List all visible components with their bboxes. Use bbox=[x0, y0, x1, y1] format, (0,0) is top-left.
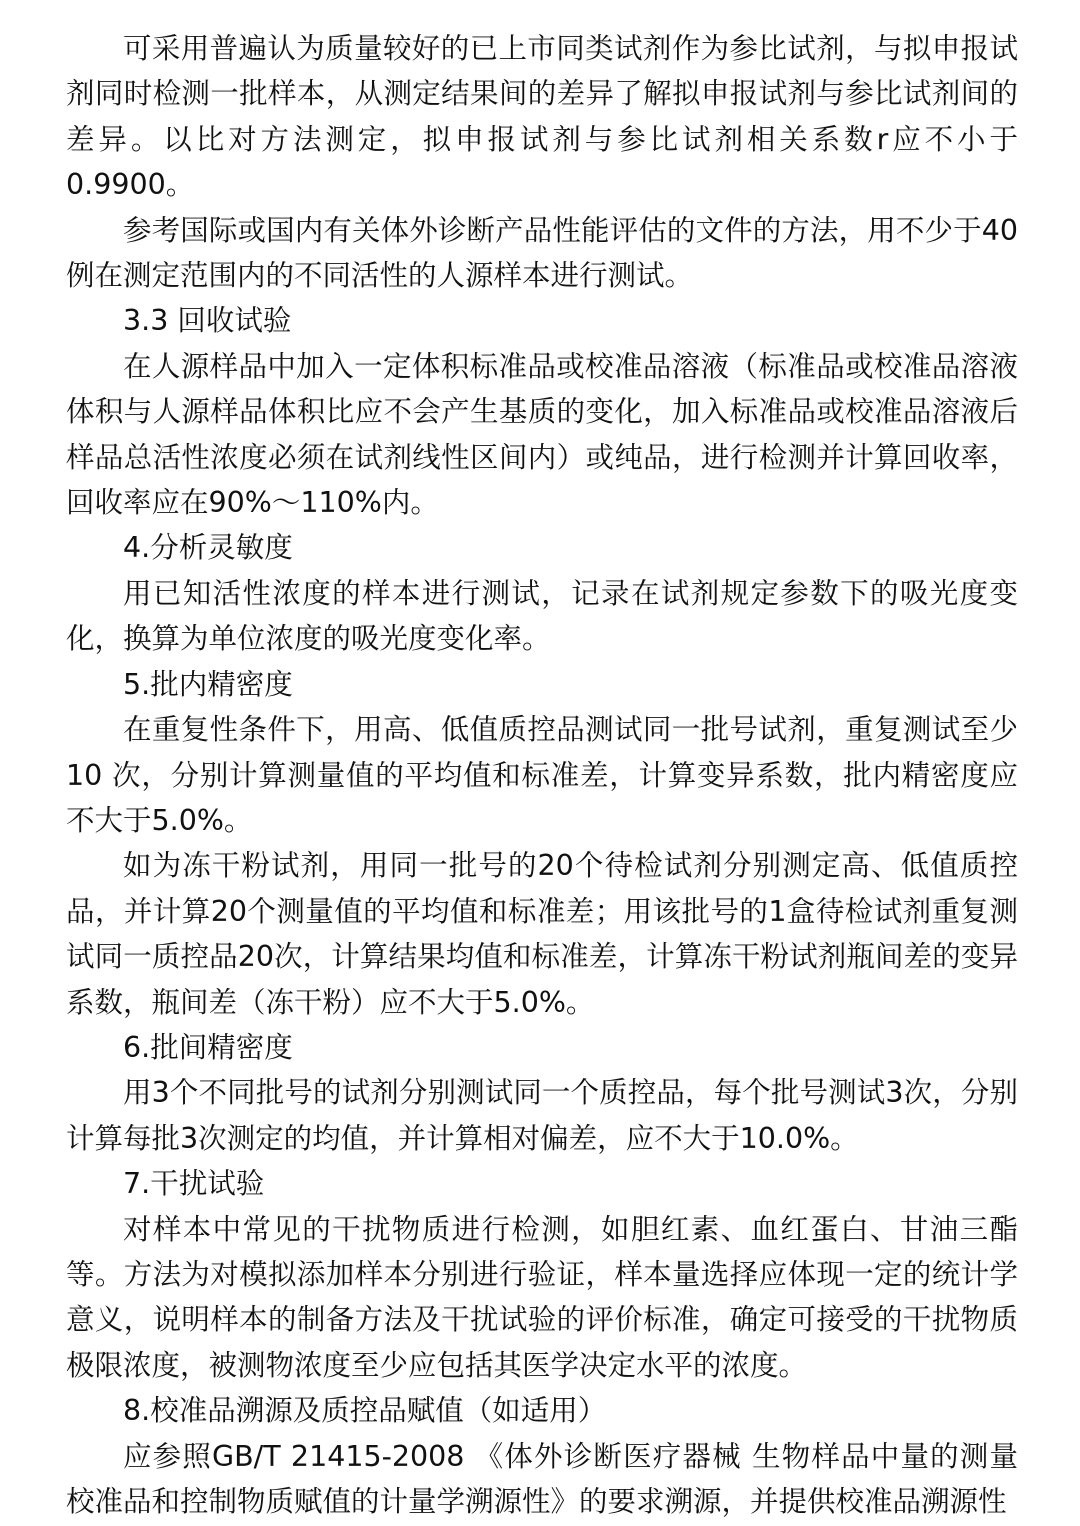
paragraph-between-batch-precision: 用3个不同批号的试剂分别测试同一个质控品，每个批号测试3次，分别计算每批3次测定的均值，并计算相对偏差，应不大于10.0%。 bbox=[66, 1076, 1018, 1155]
paragraph-calibrator-traceability: 应参照GB/T 21415-2008 《体外诊断医疗器械 生物样品中量的测量校准品和控制物质赋值的计量学溯源性》的要求溯源，并提供校准品溯源性 bbox=[66, 1439, 1018, 1518]
paragraph-analytical-sensitivity: 用已知活性浓度的样本进行测试，记录在试剂规定参数下的吸光度变化，换算为单位浓度的吸光度变化率。 bbox=[66, 576, 1018, 656]
heading-calibrator-traceability: 8.校准品溯源及质控品赋值（如适用） bbox=[123, 1394, 607, 1428]
paragraph-lyophilized-reagent: 如为冻干粉试剂，用同一批号的20个待检试剂分别测定高、低值质控品，并计算20个测量值的平均值和标准差；用该批号的1盒待检试剂重复测试同一质控品20次，计算结果均值和标准差，计算冻干粉试剂瓶间差的变异系数，瓶间差（冻干粉）应不大于5.0%。 bbox=[66, 849, 1018, 1019]
heading-recovery-test: 3.3 回收试验 bbox=[123, 304, 292, 338]
paragraph-sample-test: 参考国际或国内有关体外诊断产品性能评估的文件的方法，用不少于40例在测定范围内的不同活性的人源样本进行测试。 bbox=[66, 213, 1018, 293]
heading-within-run-precision: 5.批内精密度 bbox=[123, 667, 293, 701]
paragraph-recovery-test: 在人源样品中加入一定体积标准品或校准品溶液（标准品或校准品溶液体积与人源样品体积比应不会产生基质的变化，加入标准品或校准品溶液后样品总活性浓度必须在试剂线性区间内）或纯品，进行检测并计算回收率，回收率应在90%～110%内。 bbox=[66, 349, 1018, 520]
heading-analytical-sensitivity: 4.分析灵敏度 bbox=[123, 531, 293, 565]
paragraph-interference-test: 对样本中常见的干扰物质进行检测，如胆红素、血红蛋白、甘油三酯等。方法为对模拟添加样本分别进行验证，样本量选择应体现一定的统计学意义，说明样本的制备方法及干扰试验的评价标准，确定可接受的干扰物质极限浓度，被测物浓度至少应包括其医学决定水平的浓度。 bbox=[66, 1212, 1018, 1382]
paragraph-within-run-precision: 在重复性条件下，用高、低值质控品测试同一批号试剂，重复测试至少10 次，分别计算测量值的平均值和标准差，计算变异系数，批内精密度应不大于5.0%。 bbox=[66, 713, 1018, 837]
heading-interference-test: 7.干扰试验 bbox=[123, 1167, 265, 1201]
heading-between-batch-precision: 6.批间精密度 bbox=[123, 1030, 293, 1064]
paragraph-reference-reagent: 可采用普遍认为质量较好的已上市同类试剂作为参比试剂，与拟申报试剂同时检测一批样本，从测定结果间的差异了解拟申报试剂与参比试剂间的差异。以比对方法测定，拟申报试剂与参比试剂相关系数r应不小于0.9900。 bbox=[66, 32, 1018, 202]
